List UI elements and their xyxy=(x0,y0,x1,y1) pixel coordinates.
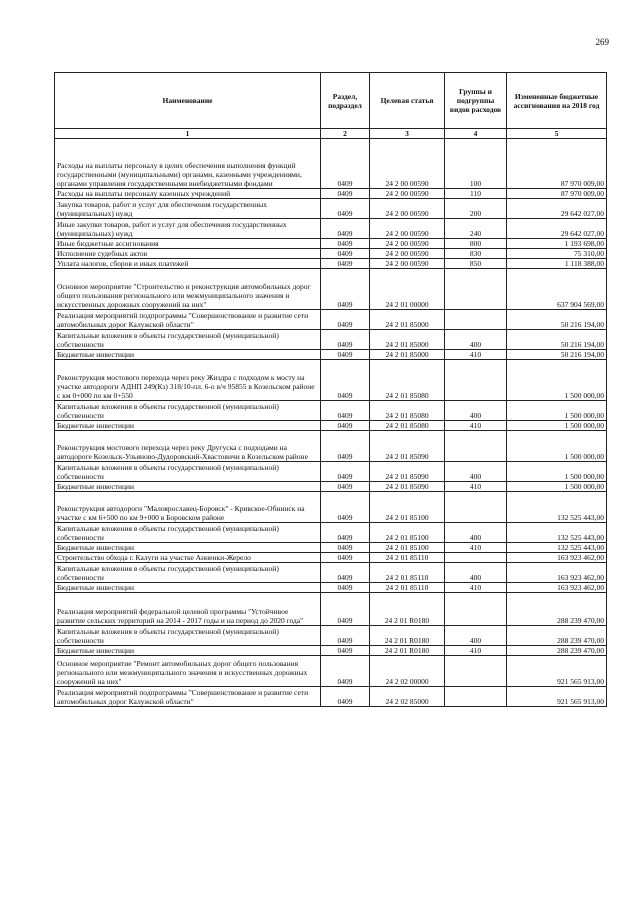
row-target-cell: 24 2 00 00590 xyxy=(370,189,445,199)
row-section-cell: 0409 xyxy=(321,656,370,687)
row-target-cell: 24 2 01 85110 xyxy=(370,553,445,563)
row-section-cell: 0409 xyxy=(321,646,370,656)
row-name-cell: Бюджетные инвестиции xyxy=(55,543,321,553)
table-row xyxy=(55,139,607,189)
row-target-cell: 24 2 01 R0180 xyxy=(370,593,445,626)
row-name-cell: Капитальные вложения в объекты государственной (муниципальной) собственности xyxy=(55,523,321,543)
row-group-cell: 400 xyxy=(445,626,507,646)
row-section-cell: 0409 xyxy=(321,583,370,593)
table-row xyxy=(55,189,607,199)
header-group: Группы и подгруппы видов расходов xyxy=(445,73,507,129)
row-amount-cell: 921 565 913,00 xyxy=(507,687,607,707)
row-group-cell: 240 xyxy=(445,219,507,239)
row-target-cell: 24 2 01 85080 xyxy=(370,421,445,431)
row-section-cell: 0409 xyxy=(321,431,370,462)
row-target-cell: 24 2 01 85100 xyxy=(370,543,445,553)
row-name-cell: Расходы на выплаты персоналу казенных учреждений xyxy=(55,189,321,199)
table-row xyxy=(55,219,607,239)
row-target-cell: 24 2 01 85090 xyxy=(370,431,445,462)
row-amount-cell: 1 500 000,00 xyxy=(507,360,607,401)
row-section-cell: 0409 xyxy=(321,563,370,583)
row-name-cell: Иные бюджетные ассигнования xyxy=(55,239,321,249)
table-row xyxy=(55,553,607,563)
row-group-cell: 100 xyxy=(445,139,507,189)
column-number: 1 xyxy=(55,129,321,139)
row-target-cell: 24 2 00 00590 xyxy=(370,259,445,269)
row-target-cell: 24 2 02 85000 xyxy=(370,687,445,707)
row-amount-cell: 1 500 000,00 xyxy=(507,401,607,421)
row-target-cell: 24 2 01 85080 xyxy=(370,360,445,401)
row-amount-cell: 1 500 000,00 xyxy=(507,421,607,431)
row-section-cell: 0409 xyxy=(321,543,370,553)
table-row xyxy=(55,330,607,350)
row-section-cell: 0409 xyxy=(321,249,370,259)
table-header xyxy=(55,73,607,139)
row-group-cell xyxy=(445,269,507,310)
row-amount-cell: 921 565 913,00 xyxy=(507,656,607,687)
row-group-cell: 200 xyxy=(445,199,507,219)
table-row xyxy=(55,401,607,421)
table-row xyxy=(55,687,607,707)
row-section-cell: 0409 xyxy=(321,626,370,646)
row-target-cell: 24 2 00 00590 xyxy=(370,219,445,239)
row-section-cell: 0409 xyxy=(321,350,370,360)
row-section-cell: 0409 xyxy=(321,219,370,239)
row-name-cell: Строительство обхода г. Калуги на участке Анненки-Жерело xyxy=(55,553,321,563)
row-target-cell: 24 2 00 00590 xyxy=(370,249,445,259)
row-group-cell: 410 xyxy=(445,421,507,431)
header-name: Наименование xyxy=(55,73,321,129)
row-target-cell: 24 2 02 00000 xyxy=(370,656,445,687)
row-section-cell: 0409 xyxy=(321,482,370,492)
row-name-cell: Реконструкция мостового перехода через реку Другуска с подходами на автодороге Козельск-Ульяново-Дудоровский-Хвастовичи в Козельском районе xyxy=(55,431,321,462)
table-row xyxy=(55,269,607,310)
row-amount-cell: 1 500 000,00 xyxy=(507,462,607,482)
row-section-cell: 0409 xyxy=(321,687,370,707)
row-amount-cell: 1 500 000,00 xyxy=(507,482,607,492)
row-name-cell: Капитальные вложения в объекты государственной (муниципальной) собственности xyxy=(55,563,321,583)
row-section-cell: 0409 xyxy=(321,239,370,249)
row-amount-cell: 50 216 194,00 xyxy=(507,310,607,330)
row-section-cell: 0409 xyxy=(321,462,370,482)
budget-table xyxy=(54,72,607,707)
row-name-cell: Бюджетные инвестиции xyxy=(55,482,321,492)
row-group-cell xyxy=(445,656,507,687)
row-group-cell: 410 xyxy=(445,350,507,360)
row-amount-cell: 288 239 470,00 xyxy=(507,646,607,656)
row-section-cell: 0409 xyxy=(321,401,370,421)
row-name-cell: Капитальные вложения в объекты государственной (муниципальной) собственности xyxy=(55,401,321,421)
row-section-cell: 0409 xyxy=(321,330,370,350)
row-name-cell: Уплата налогов, сборов и иных платежей xyxy=(55,259,321,269)
row-target-cell: 24 2 01 00000 xyxy=(370,269,445,310)
row-group-cell xyxy=(445,310,507,330)
row-amount-cell: 132 525 443,00 xyxy=(507,523,607,543)
table-row xyxy=(55,249,607,259)
table-row xyxy=(55,462,607,482)
row-name-cell: Капитальные вложения в объекты государственной (муниципальной) собственности xyxy=(55,462,321,482)
row-group-cell: 830 xyxy=(445,249,507,259)
row-section-cell: 0409 xyxy=(321,360,370,401)
table-row xyxy=(55,421,607,431)
column-number: 2 xyxy=(321,129,370,139)
row-section-cell: 0409 xyxy=(321,189,370,199)
row-amount-cell: 163 923 462,00 xyxy=(507,583,607,593)
row-name-cell: Иные закупки товаров, работ и услуг для обеспечения государственных (муниципальных) нужд xyxy=(55,219,321,239)
row-target-cell: 24 2 01 85000 xyxy=(370,330,445,350)
row-section-cell: 0409 xyxy=(321,421,370,431)
table-row xyxy=(55,259,607,269)
row-name-cell: Расходы на выплаты персоналу в целях обеспечения выполнения функций государственными (муниципальными) органами, казенными учреждениями, органами управления государственными внебюджетными фондами xyxy=(55,139,321,189)
row-group-cell: 800 xyxy=(445,239,507,249)
row-group-cell: 400 xyxy=(445,462,507,482)
row-target-cell: 24 2 01 R0180 xyxy=(370,646,445,656)
row-amount-cell: 288 239 470,00 xyxy=(507,593,607,626)
table-row xyxy=(55,563,607,583)
row-group-cell xyxy=(445,360,507,401)
row-target-cell: 24 2 01 85000 xyxy=(370,310,445,330)
row-name-cell: Капитальные вложения в объекты государственной (муниципальной) собственности xyxy=(55,626,321,646)
row-target-cell: 24 2 01 85100 xyxy=(370,523,445,543)
page-number: 269 xyxy=(595,37,609,47)
row-amount-cell: 29 642 027,00 xyxy=(507,199,607,219)
column-number: 3 xyxy=(370,129,445,139)
table-row xyxy=(55,350,607,360)
table-row xyxy=(55,360,607,401)
row-target-cell: 24 2 01 85090 xyxy=(370,482,445,492)
row-name-cell: Реализация мероприятий подпрограммы "Совершенствование и развитие сети автомобильных дорог Калужской области" xyxy=(55,687,321,707)
row-amount-cell: 132 525 443,00 xyxy=(507,543,607,553)
table-row xyxy=(55,583,607,593)
header-section: Раздел, подраздел xyxy=(321,73,370,129)
row-section-cell: 0409 xyxy=(321,593,370,626)
row-group-cell: 400 xyxy=(445,401,507,421)
row-section-cell: 0409 xyxy=(321,553,370,563)
row-name-cell: Исполнение судебных актов xyxy=(55,249,321,259)
row-group-cell: 410 xyxy=(445,646,507,656)
row-amount-cell: 637 904 569,00 xyxy=(507,269,607,310)
row-amount-cell: 163 923 462,00 xyxy=(507,563,607,583)
row-target-cell: 24 2 01 85110 xyxy=(370,563,445,583)
row-group-cell xyxy=(445,687,507,707)
row-name-cell: Реконструкция автодороги "Малоярославец-Боровск" - Кривское-Обнинск на участке с км 6+500 по км 9+000 в Боровском районе xyxy=(55,492,321,523)
row-group-cell xyxy=(445,492,507,523)
row-group-cell: 400 xyxy=(445,563,507,583)
table-row xyxy=(55,626,607,646)
row-name-cell: Бюджетные инвестиции xyxy=(55,646,321,656)
table-row xyxy=(55,656,607,687)
row-name-cell: Капитальные вложения в объекты государственной (муниципальной) собственности xyxy=(55,330,321,350)
table-row xyxy=(55,310,607,330)
row-name-cell: Реконструкция мостового перехода через реку Жиздра с подходом к мосту на участке автодороги АДНП 249(Кз) 318/10-пл. 6-о в/ч 95855 в Козельском районе с км 0+000 по км 0+550 xyxy=(55,360,321,401)
row-group-cell xyxy=(445,593,507,626)
row-group-cell xyxy=(445,431,507,462)
row-amount-cell: 87 970 009,00 xyxy=(507,189,607,199)
row-section-cell: 0409 xyxy=(321,492,370,523)
row-target-cell: 24 2 01 R0180 xyxy=(370,626,445,646)
row-target-cell: 24 2 01 85000 xyxy=(370,350,445,360)
row-target-cell: 24 2 01 85100 xyxy=(370,492,445,523)
table-row xyxy=(55,593,607,626)
header-target: Целевая статья xyxy=(370,73,445,129)
row-amount-cell: 288 239 470,00 xyxy=(507,626,607,646)
row-name-cell: Реализация мероприятий федеральной целевой программы "Устойчивое развитие сельских территорий на 2014 - 2017 годы и на период до 2020 года" xyxy=(55,593,321,626)
row-amount-cell: 50 216 194,00 xyxy=(507,350,607,360)
row-target-cell: 24 2 01 85090 xyxy=(370,462,445,482)
header-amount: Измененные бюджетные ассигнования на 2018 год xyxy=(507,73,607,129)
row-target-cell: 24 2 01 85110 xyxy=(370,583,445,593)
column-number: 4 xyxy=(445,129,507,139)
row-target-cell: 24 2 01 85080 xyxy=(370,401,445,421)
row-group-cell: 400 xyxy=(445,523,507,543)
row-section-cell: 0409 xyxy=(321,199,370,219)
row-amount-cell: 1 500 000,00 xyxy=(507,431,607,462)
row-group-cell: 110 xyxy=(445,189,507,199)
row-amount-cell: 1 118 388,00 xyxy=(507,259,607,269)
row-amount-cell: 87 970 009,00 xyxy=(507,139,607,189)
row-group-cell: 410 xyxy=(445,482,507,492)
row-group-cell: 400 xyxy=(445,330,507,350)
row-amount-cell: 50 216 194,00 xyxy=(507,330,607,350)
row-section-cell: 0409 xyxy=(321,139,370,189)
row-section-cell: 0409 xyxy=(321,523,370,543)
row-section-cell: 0409 xyxy=(321,269,370,310)
row-target-cell: 24 2 00 00590 xyxy=(370,239,445,249)
row-name-cell: Реализация мероприятий подпрограммы "Совершенствование и развитие сети автомобильных дорог Калужской области" xyxy=(55,310,321,330)
table-row xyxy=(55,646,607,656)
row-section-cell: 0409 xyxy=(321,259,370,269)
row-group-cell xyxy=(445,553,507,563)
row-name-cell: Основное мероприятие "Ремонт автомобильных дорог общего пользования регионального или межмуниципального значения и искусственных дорожных сооружений на них" xyxy=(55,656,321,687)
table-row xyxy=(55,239,607,249)
table-body xyxy=(55,139,607,707)
table-row xyxy=(55,523,607,543)
table-row xyxy=(55,492,607,523)
row-amount-cell: 29 642 027,00 xyxy=(507,219,607,239)
column-number: 5 xyxy=(507,129,607,139)
row-section-cell: 0409 xyxy=(321,310,370,330)
row-amount-cell: 75 310,00 xyxy=(507,249,607,259)
row-name-cell: Бюджетные инвестиции xyxy=(55,583,321,593)
table-row xyxy=(55,199,607,219)
row-name-cell: Бюджетные инвестиции xyxy=(55,421,321,431)
row-target-cell: 24 2 00 00590 xyxy=(370,139,445,189)
row-group-cell: 410 xyxy=(445,543,507,553)
row-group-cell: 850 xyxy=(445,259,507,269)
table-row xyxy=(55,482,607,492)
row-target-cell: 24 2 00 00590 xyxy=(370,199,445,219)
row-group-cell: 410 xyxy=(445,583,507,593)
row-name-cell: Закупка товаров, работ и услуг для обеспечения государственных (муниципальных) нужд xyxy=(55,199,321,219)
row-amount-cell: 163 923 462,00 xyxy=(507,553,607,563)
table-row xyxy=(55,431,607,462)
row-name-cell: Основное мероприятие "Строительство и реконструкция автомобильных дорог общего пользования регионального или межмуниципального значения и искусственных дорожных сооружений на них" xyxy=(55,269,321,310)
table-row xyxy=(55,543,607,553)
row-name-cell: Бюджетные инвестиции xyxy=(55,350,321,360)
row-amount-cell: 132 525 443,00 xyxy=(507,492,607,523)
row-amount-cell: 1 193 698,00 xyxy=(507,239,607,249)
